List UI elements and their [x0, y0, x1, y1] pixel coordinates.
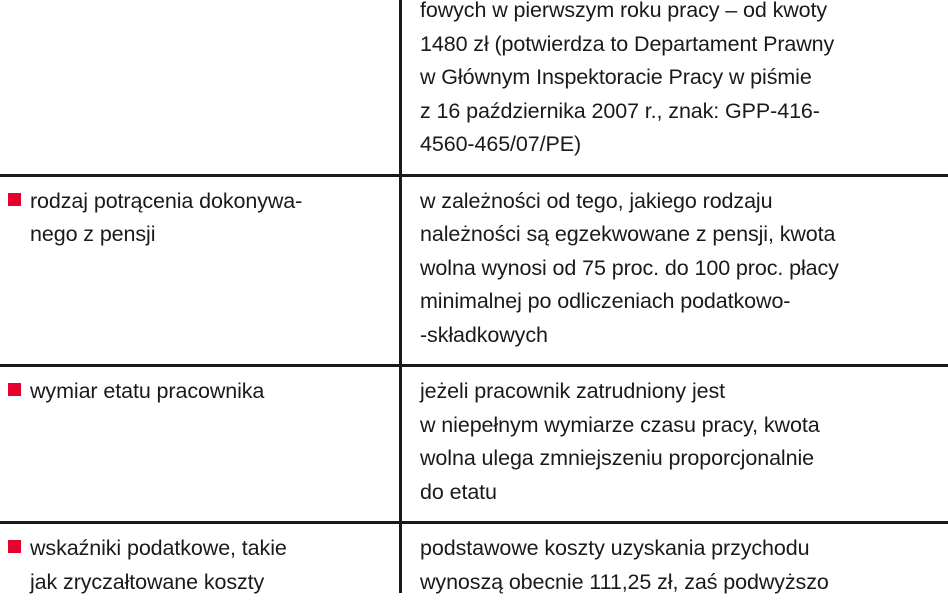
table-cell-description — [399, 524, 948, 611]
table-cell-label — [0, 0, 399, 12]
description-text — [420, 532, 938, 599]
description-line: 1480 zł (potwierdza to Departament Prawny — [420, 31, 835, 56]
table-cell-label — [0, 367, 399, 421]
description-line: podstawowe koszty uzyskania przychodu — [420, 536, 810, 560]
square-bullet-icon — [8, 193, 21, 206]
description-line: fowych w pierwszym roku pracy – od kwoty — [420, 0, 828, 22]
label-line: jak zryczałtowane koszty — [30, 569, 265, 594]
description-text — [420, 375, 938, 509]
description-line: jeżeli pracownik zatrudniony jest — [420, 379, 726, 403]
table-row — [0, 174, 948, 365]
label-line: wymiar etatu pracownika — [30, 379, 265, 403]
description-line: wolna wynosi od 75 proc. do 100 proc. płacy — [420, 255, 839, 280]
label-line: wskaźniki podatkowe, takie — [30, 536, 287, 560]
label-text — [30, 185, 302, 252]
label-text — [30, 375, 264, 409]
description-line: 4560-465/07/PE) — [420, 132, 582, 156]
table-cell-description — [399, 367, 948, 521]
description-line: do etatu — [420, 479, 497, 504]
label-line: rodzaj potrącenia dokonywa- — [30, 188, 303, 213]
description-line: w zależności od tego, jakiego rodzaju — [420, 188, 773, 213]
table-row — [0, 364, 948, 521]
label-line: nego z pensji — [30, 222, 156, 246]
table-row — [0, 521, 948, 611]
table-cell-label — [0, 524, 399, 611]
description-line: w Głównym Inspektoracie Pracy w piśmie — [420, 65, 812, 89]
description-line: minimalnej po odliczeniach podatkowo- — [420, 289, 791, 313]
description-line: wynoszą obecnie 111,25 zł, zaś podwyższo — [420, 569, 829, 594]
table-cell-label — [0, 177, 399, 264]
description-line: należności są egzekwowane z pensji, kwota — [420, 222, 836, 246]
label-text — [30, 532, 287, 599]
square-bullet-icon — [8, 383, 21, 396]
description-line: w niepełnym wymiarze czasu pracy, kwota — [420, 412, 820, 437]
square-bullet-icon — [8, 540, 21, 553]
description-line: -składkowych — [420, 322, 548, 347]
description-line: z 16 października 2007 r., znak: GPP-416- — [420, 98, 820, 123]
table-row — [0, 0, 948, 174]
table-cell-description — [399, 177, 948, 365]
description-line: wolna ulega zmniejszeniu proporcjonalnie — [420, 446, 814, 470]
description-text — [420, 0, 938, 162]
description-text — [420, 185, 938, 353]
table-cell-description — [399, 0, 948, 174]
